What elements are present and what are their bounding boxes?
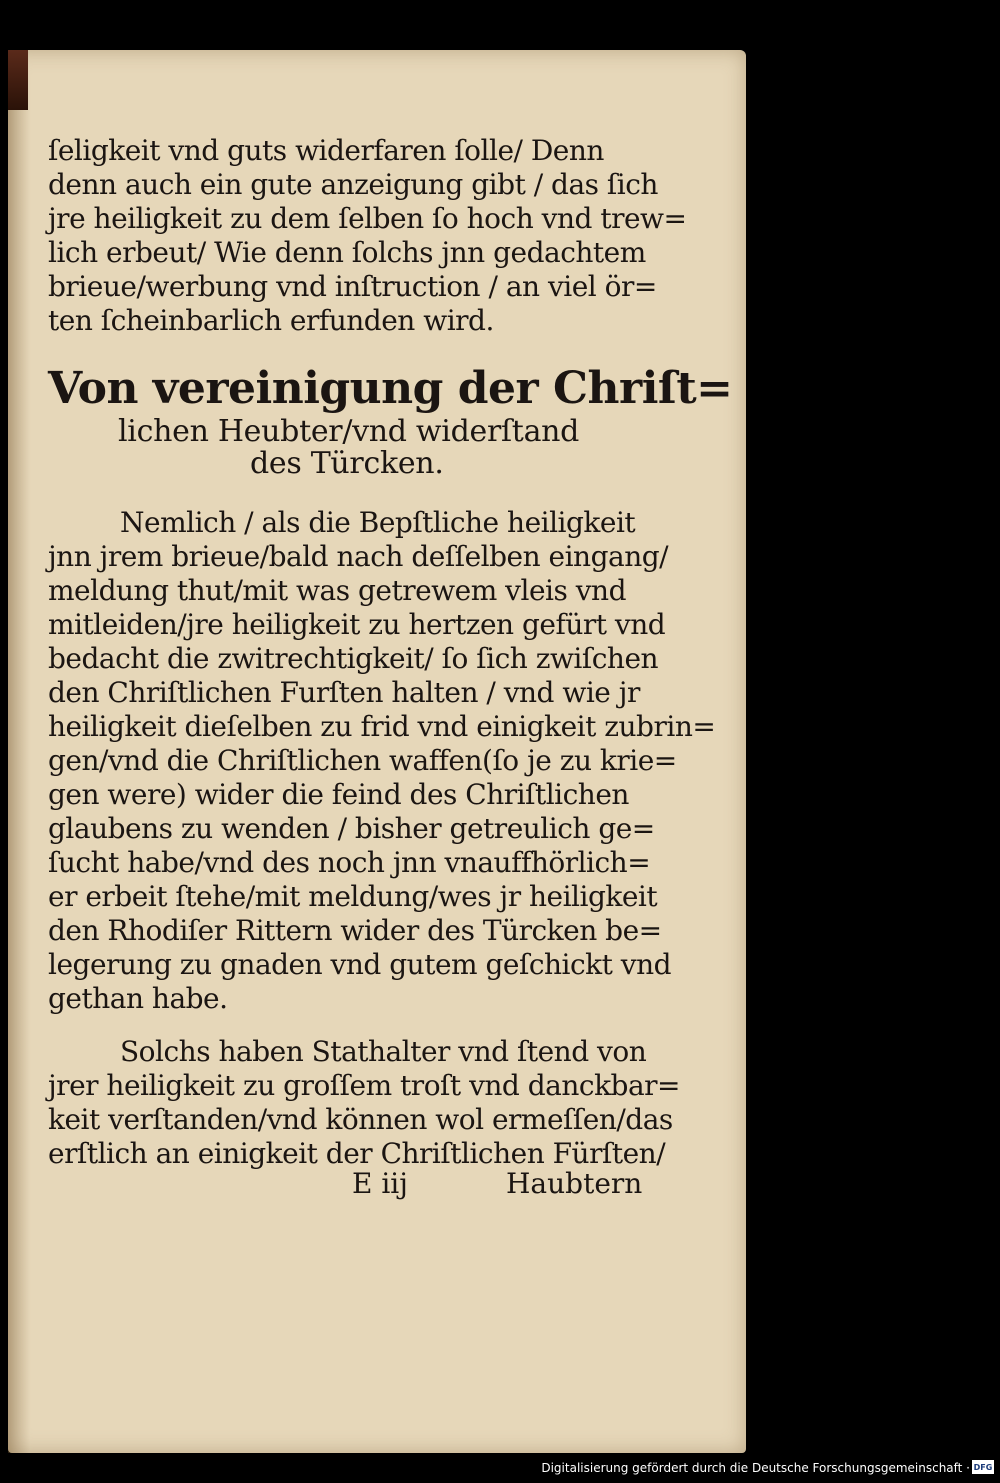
text-line: glaubens zu wenden / bisher getreulich ge=: [48, 812, 655, 845]
text-line: Solchs haben Stathalter vnd ſtend von: [120, 1035, 647, 1068]
text-line: heiligkeit dieſelben zu frid vnd einigkeit zubrin=: [48, 710, 716, 743]
text-line: ten ſcheinbarlich erfunden wird.: [48, 304, 494, 337]
page-corner-shadow: [8, 50, 28, 110]
text-line: legerung zu gnaden vnd gutem geſchickt vnd: [48, 948, 672, 981]
text-line: den Rhodiſer Rittern wider des Türcken be=: [48, 914, 662, 947]
heading-line-2: lichen Heubter/vnd widerſtand: [118, 414, 580, 449]
heading-line-3: des Türcken.: [250, 446, 444, 481]
dfg-logo-text: DFG: [973, 1462, 993, 1472]
text-line: jre heiligkeit zu dem ſelben ſo hoch vnd trew=: [48, 202, 687, 235]
text-line: gen/vnd die Chriſtlichen waffen(ſo je zu krie=: [48, 744, 677, 777]
text-line: ſeligkeit vnd guts widerfaren ſolle/ Denn: [48, 134, 604, 167]
digitization-credit: Digitalisierung gefördert durch die Deutsche Forschungsgemeinschaft ·: [541, 1461, 970, 1475]
text-line: den Chriſtlichen Furſten halten / vnd wie jr: [48, 676, 640, 709]
text-line: bedacht die zwitrechtigkeit/ ſo ſich zwiſchen: [48, 642, 659, 675]
text-line: gen were) wider die feind des Chriſtlichen: [48, 778, 629, 811]
text-line: lich erbeut/ Wie denn ſolchs jnn gedachtem: [48, 236, 646, 269]
text-line: gethan habe.: [48, 982, 228, 1015]
text-line: meldung thut/mit was getrewem vleis vnd: [48, 574, 627, 607]
text-line: er erbeit ſtehe/mit meldung/wes jr heiligkeit: [48, 880, 658, 913]
signature-mark: E iij: [352, 1167, 408, 1200]
text-line: jrer heiligkeit zu groſſem troſt vnd danckbar=: [48, 1069, 681, 1102]
text-line: brieue/werbung vnd inſtruction / an viel ör=: [48, 270, 657, 303]
text-line: Nemlich / als die Bepſtliche heiligkeit: [120, 506, 636, 539]
text-line: jnn jrem brieue/bald nach deſſelben eingang/: [48, 540, 669, 573]
catchword: Haubtern: [506, 1167, 643, 1200]
text-line: keit verſtanden/vnd können wol ermeſſen/das: [48, 1103, 673, 1136]
text-line: ſucht habe/vnd des noch jnn vnauffhörlich=: [48, 846, 651, 879]
heading-line-1: Von vereinigung der Chriſt=: [48, 363, 733, 414]
text-line: denn auch ein gute anzeigung gibt / das ſich: [48, 168, 658, 201]
text-line: erſtlich an einigkeit der Chriſtlichen Fürſten/: [48, 1137, 666, 1170]
dfg-logo: [972, 1460, 994, 1474]
text-line: mitleiden/jre heiligkeit zu hertzen gefürt vnd: [48, 608, 666, 641]
